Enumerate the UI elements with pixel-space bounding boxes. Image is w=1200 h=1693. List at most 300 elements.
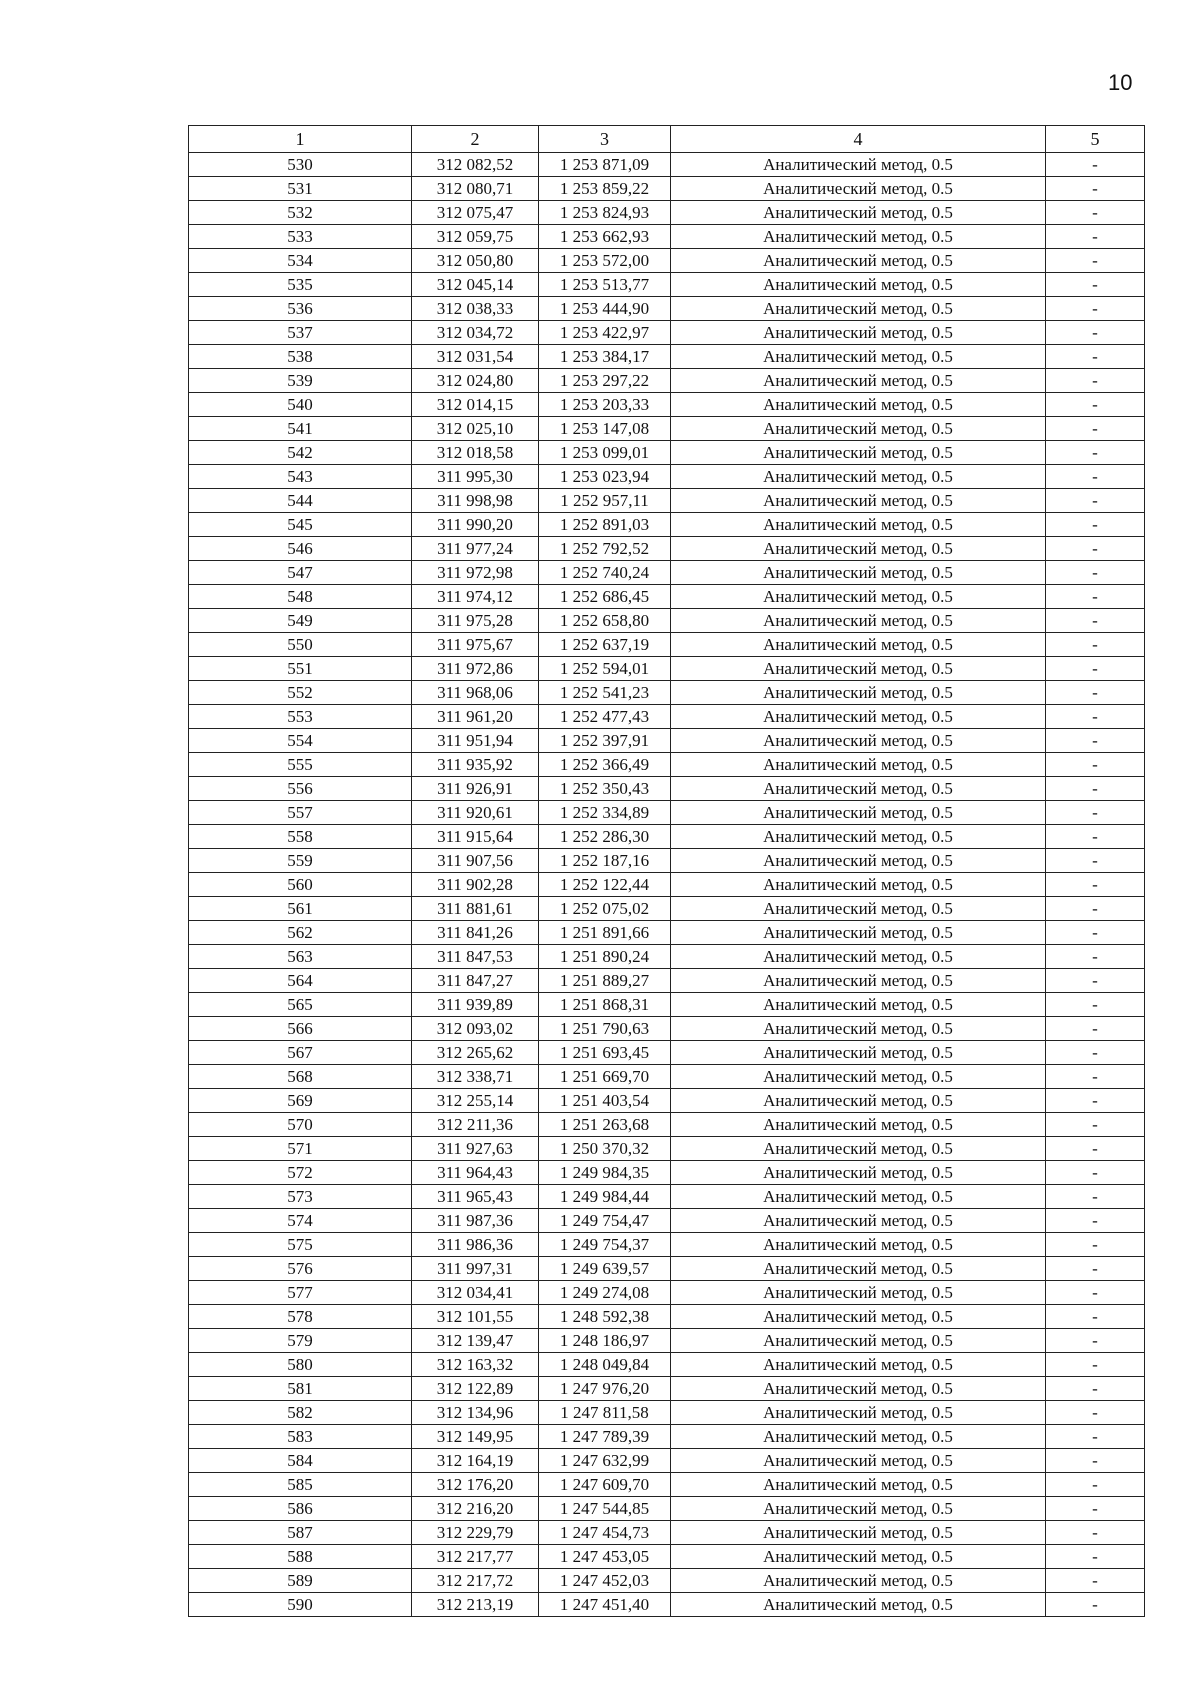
method-accuracy-cell: Аналитический метод, 0.5 (671, 465, 1046, 489)
note-cell: - (1046, 369, 1145, 393)
method-accuracy-cell: Аналитический метод, 0.5 (671, 1281, 1046, 1305)
y-coordinate-cell: 1 247 811,58 (539, 1401, 671, 1425)
y-coordinate-cell: 1 253 023,94 (539, 465, 671, 489)
method-accuracy-cell: Аналитический метод, 0.5 (671, 1425, 1046, 1449)
point-number-cell: 533 (189, 225, 412, 249)
point-number-cell: 540 (189, 393, 412, 417)
note-cell: - (1046, 753, 1145, 777)
method-accuracy-cell: Аналитический метод, 0.5 (671, 1545, 1046, 1569)
page-number: 10 (1108, 70, 1133, 95)
y-coordinate-cell: 1 249 639,57 (539, 1257, 671, 1281)
x-coordinate-cell: 312 176,20 (412, 1473, 539, 1497)
y-coordinate-cell: 1 252 891,03 (539, 513, 671, 537)
table-row (189, 1497, 1145, 1521)
x-coordinate-cell: 311 986,36 (412, 1233, 539, 1257)
x-coordinate-cell: 312 034,72 (412, 321, 539, 345)
method-accuracy-cell: Аналитический метод, 0.5 (671, 1185, 1046, 1209)
x-coordinate-cell: 312 025,10 (412, 417, 539, 441)
x-coordinate-cell: 311 964,43 (412, 1161, 539, 1185)
note-cell: - (1046, 393, 1145, 417)
x-coordinate-cell: 311 977,24 (412, 537, 539, 561)
point-number-cell: 579 (189, 1329, 412, 1353)
table-row (189, 345, 1145, 369)
x-coordinate-cell: 312 216,20 (412, 1497, 539, 1521)
point-number-cell: 580 (189, 1353, 412, 1377)
method-accuracy-cell: Аналитический метод, 0.5 (671, 729, 1046, 753)
x-coordinate-cell: 311 907,56 (412, 849, 539, 873)
column-header-3: 3 (539, 126, 671, 153)
table-row (189, 945, 1145, 969)
x-coordinate-cell: 311 847,27 (412, 969, 539, 993)
table-header-row (189, 126, 1145, 153)
note-cell: - (1046, 321, 1145, 345)
x-coordinate-cell: 312 265,62 (412, 1041, 539, 1065)
point-number-cell: 545 (189, 513, 412, 537)
table-row (189, 1329, 1145, 1353)
note-cell: - (1046, 1401, 1145, 1425)
table-row (189, 249, 1145, 273)
note-cell: - (1046, 489, 1145, 513)
table-row (189, 921, 1145, 945)
method-accuracy-cell: Аналитический метод, 0.5 (671, 705, 1046, 729)
y-coordinate-cell: 1 252 686,45 (539, 585, 671, 609)
x-coordinate-cell: 311 974,12 (412, 585, 539, 609)
y-coordinate-cell: 1 251 263,68 (539, 1113, 671, 1137)
y-coordinate-cell: 1 247 544,85 (539, 1497, 671, 1521)
note-cell: - (1046, 201, 1145, 225)
y-coordinate-cell: 1 251 889,27 (539, 969, 671, 993)
point-number-cell: 531 (189, 177, 412, 201)
method-accuracy-cell: Аналитический метод, 0.5 (671, 369, 1046, 393)
method-accuracy-cell: Аналитический метод, 0.5 (671, 801, 1046, 825)
note-cell: - (1046, 537, 1145, 561)
method-accuracy-cell: Аналитический метод, 0.5 (671, 1473, 1046, 1497)
column-header-1: 1 (189, 126, 412, 153)
x-coordinate-cell: 312 045,14 (412, 273, 539, 297)
point-number-cell: 559 (189, 849, 412, 873)
table-row (189, 681, 1145, 705)
x-coordinate-cell: 311 972,98 (412, 561, 539, 585)
column-header-2: 2 (412, 126, 539, 153)
table-row (189, 393, 1145, 417)
y-coordinate-cell: 1 247 632,99 (539, 1449, 671, 1473)
method-accuracy-cell: Аналитический метод, 0.5 (671, 921, 1046, 945)
x-coordinate-cell: 311 927,63 (412, 1137, 539, 1161)
point-number-cell: 552 (189, 681, 412, 705)
y-coordinate-cell: 1 252 334,89 (539, 801, 671, 825)
note-cell: - (1046, 1185, 1145, 1209)
x-coordinate-cell: 311 975,28 (412, 609, 539, 633)
note-cell: - (1046, 441, 1145, 465)
x-coordinate-cell: 312 080,71 (412, 177, 539, 201)
y-coordinate-cell: 1 252 397,91 (539, 729, 671, 753)
table-row (189, 1593, 1145, 1617)
coordinates-table (188, 125, 1145, 1617)
table-row (189, 753, 1145, 777)
table-row (189, 537, 1145, 561)
note-cell: - (1046, 777, 1145, 801)
point-number-cell: 551 (189, 657, 412, 681)
table-row (189, 417, 1145, 441)
table-row (189, 321, 1145, 345)
table-row (189, 993, 1145, 1017)
x-coordinate-cell: 312 217,72 (412, 1569, 539, 1593)
note-cell: - (1046, 177, 1145, 201)
note-cell: - (1046, 1113, 1145, 1137)
y-coordinate-cell: 1 253 203,33 (539, 393, 671, 417)
note-cell: - (1046, 1281, 1145, 1305)
method-accuracy-cell: Аналитический метод, 0.5 (671, 1065, 1046, 1089)
point-number-cell: 563 (189, 945, 412, 969)
note-cell: - (1046, 825, 1145, 849)
method-accuracy-cell: Аналитический метод, 0.5 (671, 1569, 1046, 1593)
table-row (189, 633, 1145, 657)
y-coordinate-cell: 1 251 403,54 (539, 1089, 671, 1113)
y-coordinate-cell: 1 253 859,22 (539, 177, 671, 201)
y-coordinate-cell: 1 253 147,08 (539, 417, 671, 441)
note-cell: - (1046, 465, 1145, 489)
table-body (189, 153, 1145, 1617)
table-row (189, 777, 1145, 801)
point-number-cell: 534 (189, 249, 412, 273)
table-row (189, 1257, 1145, 1281)
method-accuracy-cell: Аналитический метод, 0.5 (671, 1449, 1046, 1473)
table-row (189, 1545, 1145, 1569)
table-row (189, 849, 1145, 873)
y-coordinate-cell: 1 252 075,02 (539, 897, 671, 921)
y-coordinate-cell: 1 251 890,24 (539, 945, 671, 969)
x-coordinate-cell: 312 038,33 (412, 297, 539, 321)
table-row (189, 609, 1145, 633)
point-number-cell: 550 (189, 633, 412, 657)
y-coordinate-cell: 1 252 122,44 (539, 873, 671, 897)
point-number-cell: 547 (189, 561, 412, 585)
note-cell: - (1046, 921, 1145, 945)
method-accuracy-cell: Аналитический метод, 0.5 (671, 297, 1046, 321)
method-accuracy-cell: Аналитический метод, 0.5 (671, 1113, 1046, 1137)
note-cell: - (1046, 1521, 1145, 1545)
y-coordinate-cell: 1 253 099,01 (539, 441, 671, 465)
y-coordinate-cell: 1 247 453,05 (539, 1545, 671, 1569)
x-coordinate-cell: 311 968,06 (412, 681, 539, 705)
table-row (189, 1161, 1145, 1185)
x-coordinate-cell: 311 990,20 (412, 513, 539, 537)
y-coordinate-cell: 1 251 693,45 (539, 1041, 671, 1065)
point-number-cell: 567 (189, 1041, 412, 1065)
method-accuracy-cell: Аналитический метод, 0.5 (671, 681, 1046, 705)
point-number-cell: 558 (189, 825, 412, 849)
note-cell: - (1046, 1353, 1145, 1377)
method-accuracy-cell: Аналитический метод, 0.5 (671, 201, 1046, 225)
point-number-cell: 576 (189, 1257, 412, 1281)
method-accuracy-cell: Аналитический метод, 0.5 (671, 1089, 1046, 1113)
table-row (189, 561, 1145, 585)
note-cell: - (1046, 1329, 1145, 1353)
table-row (189, 1041, 1145, 1065)
method-accuracy-cell: Аналитический метод, 0.5 (671, 393, 1046, 417)
note-cell: - (1046, 1065, 1145, 1089)
note-cell: - (1046, 1161, 1145, 1185)
x-coordinate-cell: 312 229,79 (412, 1521, 539, 1545)
note-cell: - (1046, 1233, 1145, 1257)
point-number-cell: 583 (189, 1425, 412, 1449)
table-row (189, 1401, 1145, 1425)
table-row (189, 969, 1145, 993)
method-accuracy-cell: Аналитический метод, 0.5 (671, 609, 1046, 633)
y-coordinate-cell: 1 252 350,43 (539, 777, 671, 801)
y-coordinate-cell: 1 249 984,35 (539, 1161, 671, 1185)
point-number-cell: 571 (189, 1137, 412, 1161)
method-accuracy-cell: Аналитический метод, 0.5 (671, 945, 1046, 969)
y-coordinate-cell: 1 248 592,38 (539, 1305, 671, 1329)
note-cell: - (1046, 633, 1145, 657)
x-coordinate-cell: 312 034,41 (412, 1281, 539, 1305)
point-number-cell: 530 (189, 153, 412, 177)
y-coordinate-cell: 1 248 049,84 (539, 1353, 671, 1377)
point-number-cell: 570 (189, 1113, 412, 1137)
x-coordinate-cell: 312 024,80 (412, 369, 539, 393)
table-row (189, 1017, 1145, 1041)
method-accuracy-cell: Аналитический метод, 0.5 (671, 1257, 1046, 1281)
note-cell: - (1046, 249, 1145, 273)
x-coordinate-cell: 312 213,19 (412, 1593, 539, 1617)
point-number-cell: 582 (189, 1401, 412, 1425)
x-coordinate-cell: 311 881,61 (412, 897, 539, 921)
table-row (189, 1569, 1145, 1593)
x-coordinate-cell: 312 163,32 (412, 1353, 539, 1377)
note-cell: - (1046, 969, 1145, 993)
method-accuracy-cell: Аналитический метод, 0.5 (671, 1209, 1046, 1233)
table-row (189, 1425, 1145, 1449)
x-coordinate-cell: 311 975,67 (412, 633, 539, 657)
method-accuracy-cell: Аналитический метод, 0.5 (671, 849, 1046, 873)
x-coordinate-cell: 312 134,96 (412, 1401, 539, 1425)
table-row (189, 1281, 1145, 1305)
point-number-cell: 581 (189, 1377, 412, 1401)
method-accuracy-cell: Аналитический метод, 0.5 (671, 513, 1046, 537)
x-coordinate-cell: 311 997,31 (412, 1257, 539, 1281)
table-row (189, 465, 1145, 489)
note-cell: - (1046, 1425, 1145, 1449)
point-number-cell: 556 (189, 777, 412, 801)
method-accuracy-cell: Аналитический метод, 0.5 (671, 441, 1046, 465)
point-number-cell: 577 (189, 1281, 412, 1305)
method-accuracy-cell: Аналитический метод, 0.5 (671, 1233, 1046, 1257)
table-row (189, 1137, 1145, 1161)
note-cell: - (1046, 1545, 1145, 1569)
point-number-cell: 549 (189, 609, 412, 633)
table-row (189, 1305, 1145, 1329)
x-coordinate-cell: 312 018,58 (412, 441, 539, 465)
x-coordinate-cell: 311 841,26 (412, 921, 539, 945)
x-coordinate-cell: 311 972,86 (412, 657, 539, 681)
note-cell: - (1046, 705, 1145, 729)
note-cell: - (1046, 1257, 1145, 1281)
note-cell: - (1046, 225, 1145, 249)
x-coordinate-cell: 312 211,36 (412, 1113, 539, 1137)
y-coordinate-cell: 1 253 384,17 (539, 345, 671, 369)
note-cell: - (1046, 1089, 1145, 1113)
method-accuracy-cell: Аналитический метод, 0.5 (671, 1305, 1046, 1329)
table-row (189, 369, 1145, 393)
point-number-cell: 589 (189, 1569, 412, 1593)
x-coordinate-cell: 312 059,75 (412, 225, 539, 249)
x-coordinate-cell: 312 217,77 (412, 1545, 539, 1569)
method-accuracy-cell: Аналитический метод, 0.5 (671, 225, 1046, 249)
point-number-cell: 546 (189, 537, 412, 561)
point-number-cell: 565 (189, 993, 412, 1017)
y-coordinate-cell: 1 247 451,40 (539, 1593, 671, 1617)
x-coordinate-cell: 312 338,71 (412, 1065, 539, 1089)
y-coordinate-cell: 1 252 792,52 (539, 537, 671, 561)
note-cell: - (1046, 1377, 1145, 1401)
y-coordinate-cell: 1 249 984,44 (539, 1185, 671, 1209)
x-coordinate-cell: 312 093,02 (412, 1017, 539, 1041)
note-cell: - (1046, 585, 1145, 609)
point-number-cell: 569 (189, 1089, 412, 1113)
point-number-cell: 573 (189, 1185, 412, 1209)
table-row (189, 897, 1145, 921)
point-number-cell: 584 (189, 1449, 412, 1473)
y-coordinate-cell: 1 247 452,03 (539, 1569, 671, 1593)
method-accuracy-cell: Аналитический метод, 0.5 (671, 1017, 1046, 1041)
table-row (189, 1089, 1145, 1113)
y-coordinate-cell: 1 253 572,00 (539, 249, 671, 273)
note-cell: - (1046, 873, 1145, 897)
method-accuracy-cell: Аналитический метод, 0.5 (671, 177, 1046, 201)
table-row (189, 177, 1145, 201)
point-number-cell: 538 (189, 345, 412, 369)
point-number-cell: 560 (189, 873, 412, 897)
method-accuracy-cell: Аналитический метод, 0.5 (671, 585, 1046, 609)
method-accuracy-cell: Аналитический метод, 0.5 (671, 633, 1046, 657)
note-cell: - (1046, 273, 1145, 297)
y-coordinate-cell: 1 250 370,32 (539, 1137, 671, 1161)
y-coordinate-cell: 1 253 871,09 (539, 153, 671, 177)
method-accuracy-cell: Аналитический метод, 0.5 (671, 321, 1046, 345)
point-number-cell: 537 (189, 321, 412, 345)
note-cell: - (1046, 993, 1145, 1017)
point-number-cell: 587 (189, 1521, 412, 1545)
method-accuracy-cell: Аналитический метод, 0.5 (671, 1521, 1046, 1545)
method-accuracy-cell: Аналитический метод, 0.5 (671, 777, 1046, 801)
x-coordinate-cell: 311 951,94 (412, 729, 539, 753)
table-row (189, 1521, 1145, 1545)
method-accuracy-cell: Аналитический метод, 0.5 (671, 1161, 1046, 1185)
note-cell: - (1046, 849, 1145, 873)
y-coordinate-cell: 1 247 789,39 (539, 1425, 671, 1449)
method-accuracy-cell: Аналитический метод, 0.5 (671, 273, 1046, 297)
table-row (189, 1353, 1145, 1377)
point-number-cell: 541 (189, 417, 412, 441)
note-cell: - (1046, 681, 1145, 705)
table-row (189, 729, 1145, 753)
y-coordinate-cell: 1 252 740,24 (539, 561, 671, 585)
y-coordinate-cell: 1 252 541,23 (539, 681, 671, 705)
y-coordinate-cell: 1 249 754,37 (539, 1233, 671, 1257)
x-coordinate-cell: 312 139,47 (412, 1329, 539, 1353)
y-coordinate-cell: 1 252 637,19 (539, 633, 671, 657)
x-coordinate-cell: 311 920,61 (412, 801, 539, 825)
note-cell: - (1046, 513, 1145, 537)
method-accuracy-cell: Аналитический метод, 0.5 (671, 345, 1046, 369)
table-row (189, 801, 1145, 825)
y-coordinate-cell: 1 248 186,97 (539, 1329, 671, 1353)
method-accuracy-cell: Аналитический метод, 0.5 (671, 825, 1046, 849)
method-accuracy-cell: Аналитический метод, 0.5 (671, 753, 1046, 777)
method-accuracy-cell: Аналитический метод, 0.5 (671, 1401, 1046, 1425)
note-cell: - (1046, 729, 1145, 753)
note-cell: - (1046, 945, 1145, 969)
method-accuracy-cell: Аналитический метод, 0.5 (671, 1497, 1046, 1521)
table-row (189, 513, 1145, 537)
table-row (189, 1209, 1145, 1233)
y-coordinate-cell: 1 247 976,20 (539, 1377, 671, 1401)
method-accuracy-cell: Аналитический метод, 0.5 (671, 873, 1046, 897)
table-row (189, 1233, 1145, 1257)
method-accuracy-cell: Аналитический метод, 0.5 (671, 1137, 1046, 1161)
point-number-cell: 539 (189, 369, 412, 393)
point-number-cell: 532 (189, 201, 412, 225)
y-coordinate-cell: 1 251 868,31 (539, 993, 671, 1017)
table-row (189, 1473, 1145, 1497)
y-coordinate-cell: 1 249 754,47 (539, 1209, 671, 1233)
note-cell: - (1046, 609, 1145, 633)
table-row (189, 441, 1145, 465)
y-coordinate-cell: 1 247 454,73 (539, 1521, 671, 1545)
x-coordinate-cell: 311 935,92 (412, 753, 539, 777)
table-row (189, 201, 1145, 225)
x-coordinate-cell: 312 082,52 (412, 153, 539, 177)
note-cell: - (1046, 657, 1145, 681)
x-coordinate-cell: 312 122,89 (412, 1377, 539, 1401)
y-coordinate-cell: 1 252 187,16 (539, 849, 671, 873)
table-row (189, 825, 1145, 849)
x-coordinate-cell: 311 998,98 (412, 489, 539, 513)
y-coordinate-cell: 1 251 891,66 (539, 921, 671, 945)
method-accuracy-cell: Аналитический метод, 0.5 (671, 489, 1046, 513)
method-accuracy-cell: Аналитический метод, 0.5 (671, 897, 1046, 921)
y-coordinate-cell: 1 251 669,70 (539, 1065, 671, 1089)
note-cell: - (1046, 1497, 1145, 1521)
x-coordinate-cell: 312 031,54 (412, 345, 539, 369)
table-row (189, 1377, 1145, 1401)
point-number-cell: 543 (189, 465, 412, 489)
note-cell: - (1046, 1041, 1145, 1065)
point-number-cell: 544 (189, 489, 412, 513)
point-number-cell: 535 (189, 273, 412, 297)
point-number-cell: 553 (189, 705, 412, 729)
point-number-cell: 575 (189, 1233, 412, 1257)
table-row (189, 273, 1145, 297)
point-number-cell: 557 (189, 801, 412, 825)
point-number-cell: 574 (189, 1209, 412, 1233)
table-row (189, 1185, 1145, 1209)
note-cell: - (1046, 297, 1145, 321)
point-number-cell: 562 (189, 921, 412, 945)
table-row (189, 489, 1145, 513)
note-cell: - (1046, 1473, 1145, 1497)
x-coordinate-cell: 311 902,28 (412, 873, 539, 897)
x-coordinate-cell: 311 987,36 (412, 1209, 539, 1233)
y-coordinate-cell: 1 252 594,01 (539, 657, 671, 681)
y-coordinate-cell: 1 253 513,77 (539, 273, 671, 297)
note-cell: - (1046, 153, 1145, 177)
method-accuracy-cell: Аналитический метод, 0.5 (671, 1041, 1046, 1065)
note-cell: - (1046, 1017, 1145, 1041)
note-cell: - (1046, 561, 1145, 585)
table-row (189, 1449, 1145, 1473)
